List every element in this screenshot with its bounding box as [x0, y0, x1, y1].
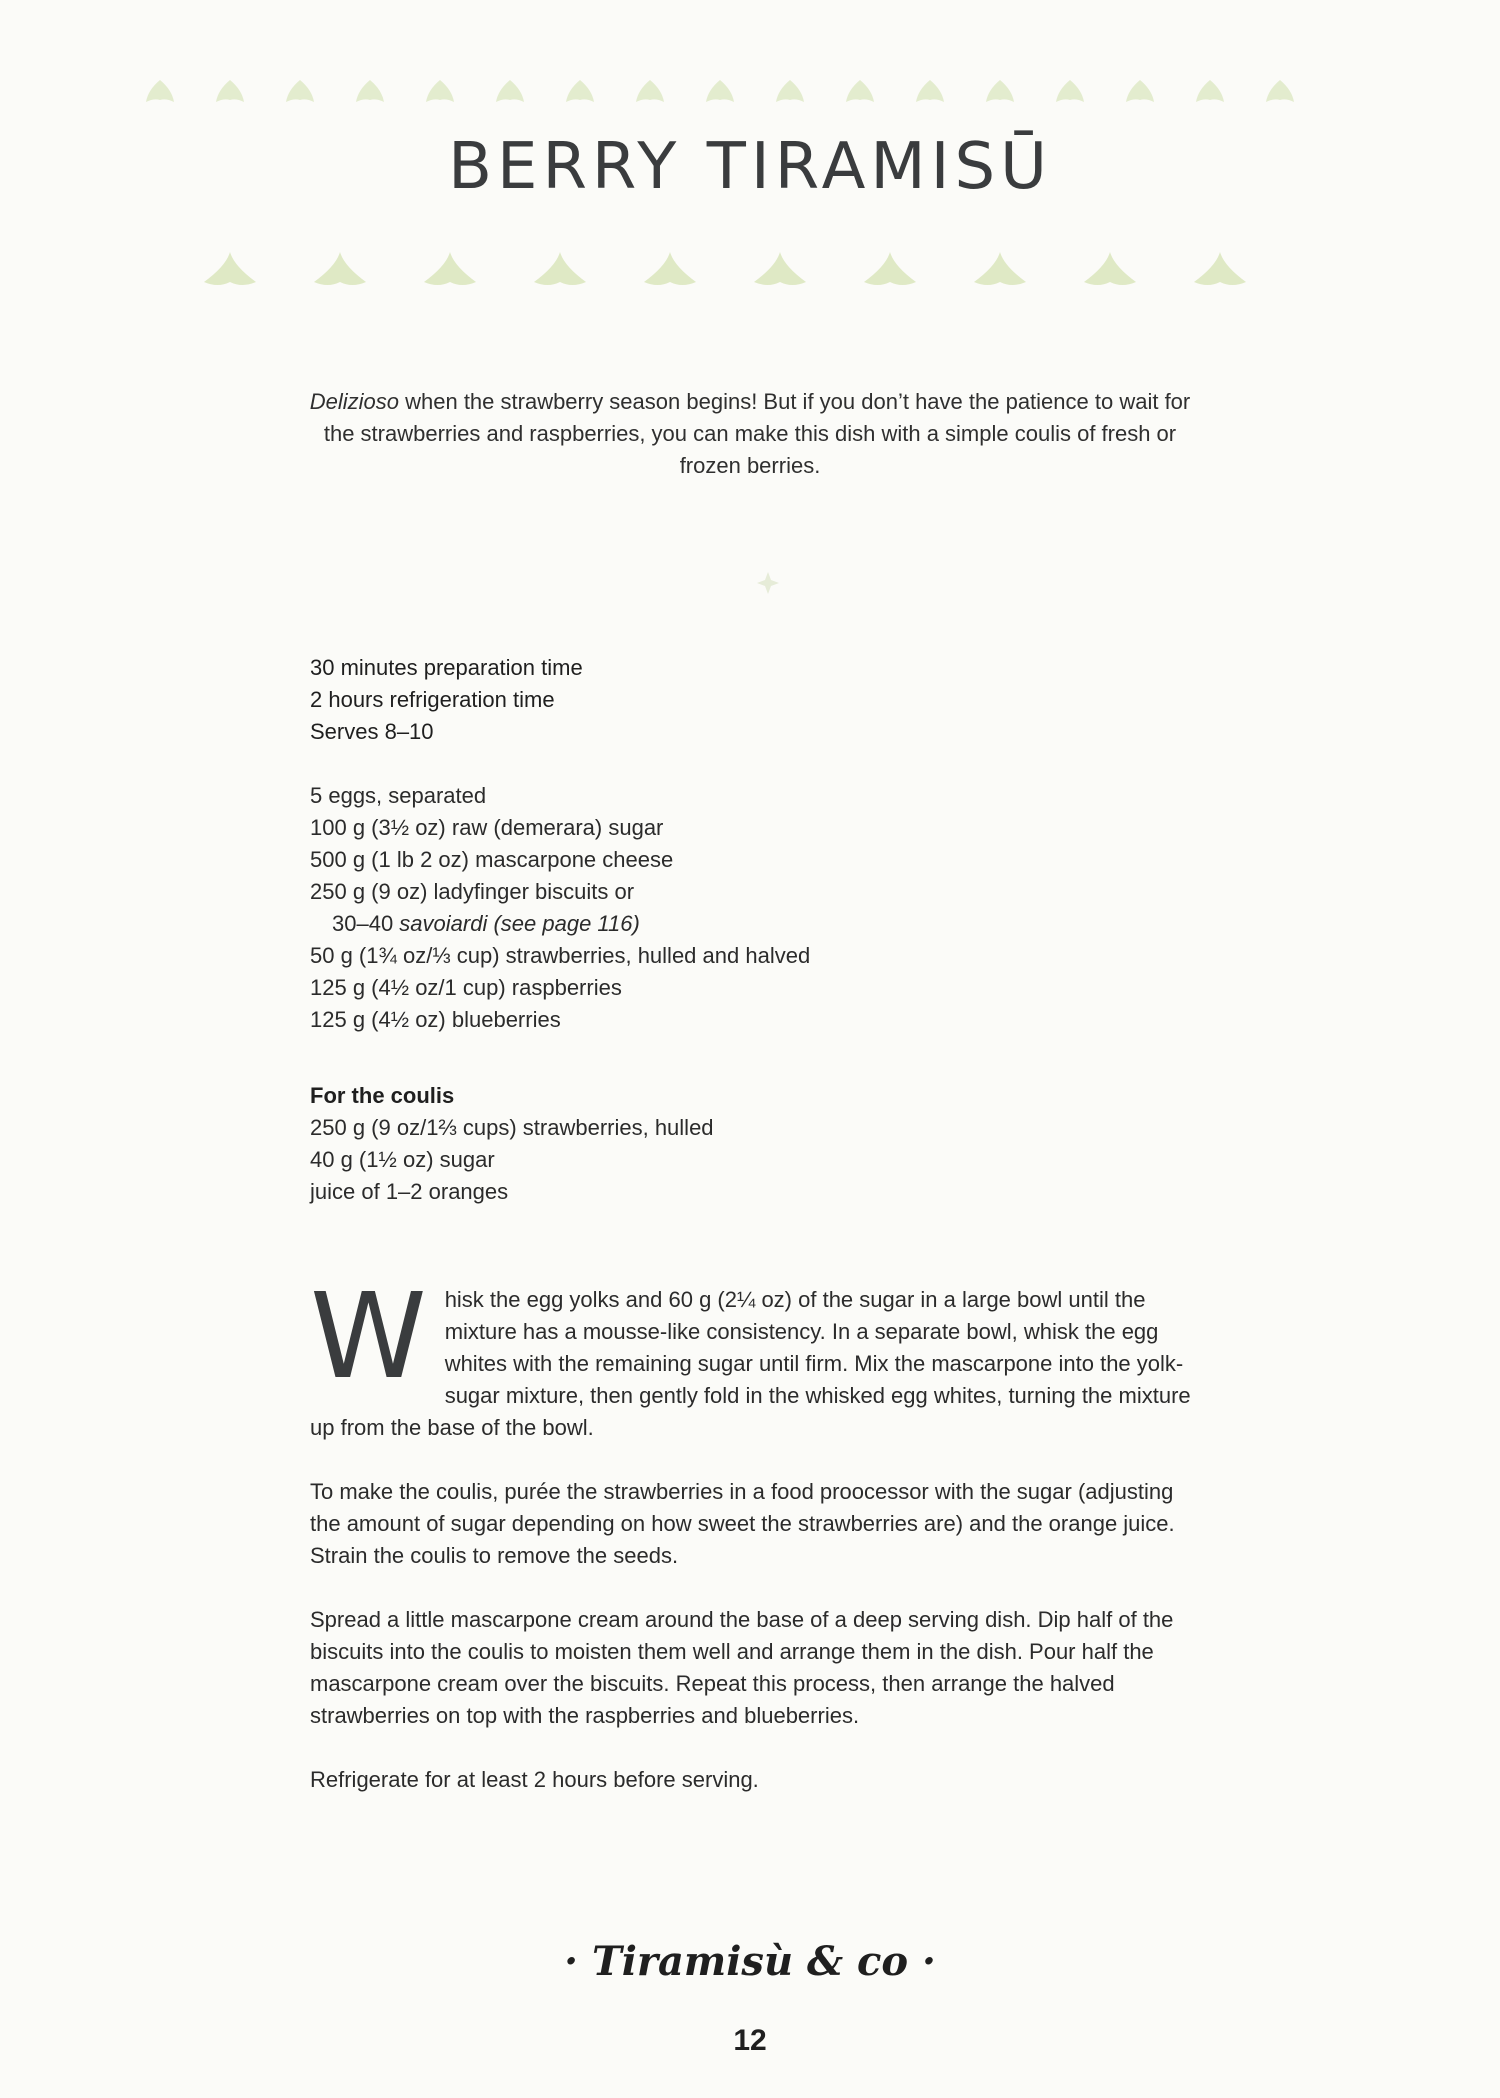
- coulis-item: 40 g (1½ oz) sugar: [310, 1147, 495, 1172]
- leaf-motif: [754, 252, 806, 296]
- leaf-motif: [1196, 80, 1224, 102]
- leaf-motif: [974, 252, 1026, 296]
- page-number: 12: [733, 2024, 767, 2057]
- leaf-motif: [1266, 80, 1294, 102]
- ingredient-item: 500 g (1 lb 2 oz) mascarpone cheese: [310, 847, 674, 872]
- leaf-motif: [986, 80, 1014, 102]
- leaf-motif: [426, 80, 454, 102]
- leaf-motif: [864, 252, 916, 296]
- ingredient-cont-prefix: 30–40: [332, 911, 400, 936]
- drop-cap: W: [310, 1267, 427, 1405]
- recipe-title: BERRY TIRAMISŪ: [448, 130, 1052, 204]
- method-section: [310, 1267, 1196, 1828]
- leaf-motif: [636, 80, 664, 102]
- leaf-motif: [216, 80, 244, 102]
- leaf-motif: [1126, 80, 1154, 102]
- ingredient-item: 100 g (3½ oz) raw (demerara) sugar: [310, 815, 664, 840]
- method-step-2: To make the coulis, purée the strawberries in a food proocessor with the sugar (adjusting the amount of sugar depending on how sweet the strawberries are) and the orange juice. Strain the coulis to remove the seeds.: [310, 1479, 1175, 1568]
- leaf-motif: [204, 252, 256, 296]
- intro-body: when the strawberry season begins! But if you don’t have the patience to wait for the strawberries and raspberries, you can make this dish with a simple coulis of fresh or frozen berries.: [323, 389, 1191, 478]
- prep-time: 30 minutes preparation time: [310, 655, 583, 680]
- book-brand: · Tiramisù & co ·: [564, 1938, 936, 1985]
- bottom-leaf-pattern: [0, 232, 1500, 322]
- leaf-motif: [496, 80, 524, 102]
- leaf-motif: [1194, 252, 1246, 296]
- coulis-section: [310, 1080, 1210, 1208]
- serves: Serves 8–10: [310, 719, 434, 744]
- ingredient-cont-reference: savoiardi (see page 116): [399, 911, 640, 936]
- ingredient-item: 125 g (4½ oz) blueberries: [310, 1007, 561, 1032]
- leaf-motif: [286, 80, 314, 102]
- ingredient-item-continuation: [310, 908, 1210, 940]
- small-leaf-ornament: [755, 570, 781, 596]
- intro-text: [300, 386, 1200, 482]
- method-step-1: [310, 1267, 1196, 1444]
- method-step-1-text: hisk the egg yolks and 60 g (2¼ oz) of the sugar in a large bowl until the mixture has a mousse-like consistency. In a separate bowl, whisk the egg whites with the remaining sugar until firm. Mix the mascarpone into the yolk-sugar mixture, then gently fold in the whisked egg whites, turning the mixture up from the base of the bowl.: [310, 1287, 1191, 1440]
- ingredient-item: 125 g (4½ oz/1 cup) raspberries: [310, 975, 622, 1000]
- top-leaf-pattern: [0, 50, 1500, 140]
- leaf-motif: [424, 252, 476, 296]
- leaf-motif: [146, 80, 174, 102]
- leaf-motif: [314, 252, 366, 296]
- leaf-motif: [356, 80, 384, 102]
- leaf-motif: [1056, 80, 1084, 102]
- coulis-heading: For the coulis: [310, 1083, 455, 1108]
- leaf-motif: [534, 252, 586, 296]
- leaf-motif: [916, 80, 944, 102]
- leaf-motif: [566, 80, 594, 102]
- method-step-3: Spread a little mascarpone cream around the base of a deep serving dish. Dip half of the biscuits into the coulis to moisten them well and arrange them in the dish. Pour half the mascarpone cream over the biscuits. Repeat this process, then arrange the halved strawberries on top with the raspberries and blueberries.: [310, 1607, 1174, 1728]
- leaf-motif: [1084, 252, 1136, 296]
- recipe-meta: [310, 652, 1210, 748]
- coulis-item: 250 g (9 oz/1⅔ cups) strawberries, hulled: [310, 1115, 714, 1140]
- ingredients-list: [310, 780, 1210, 1036]
- leaf-motif: [706, 80, 734, 102]
- coulis-item: juice of 1–2 oranges: [310, 1179, 509, 1204]
- method-step-4: Refrigerate for at least 2 hours before serving.: [310, 1767, 759, 1792]
- ingredient-item: 5 eggs, separated: [310, 783, 487, 808]
- intro-lead-italic: Delizioso: [309, 389, 399, 414]
- ingredient-item: 50 g (1¾ oz/⅓ cup) strawberries, hulled and halved: [310, 943, 811, 968]
- ingredient-item: 250 g (9 oz) ladyfinger biscuits or: [310, 879, 635, 904]
- leaf-motif: [644, 252, 696, 296]
- refrigeration-time: 2 hours refrigeration time: [310, 687, 555, 712]
- leaf-motif: [776, 80, 804, 102]
- leaf-motif: [846, 80, 874, 102]
